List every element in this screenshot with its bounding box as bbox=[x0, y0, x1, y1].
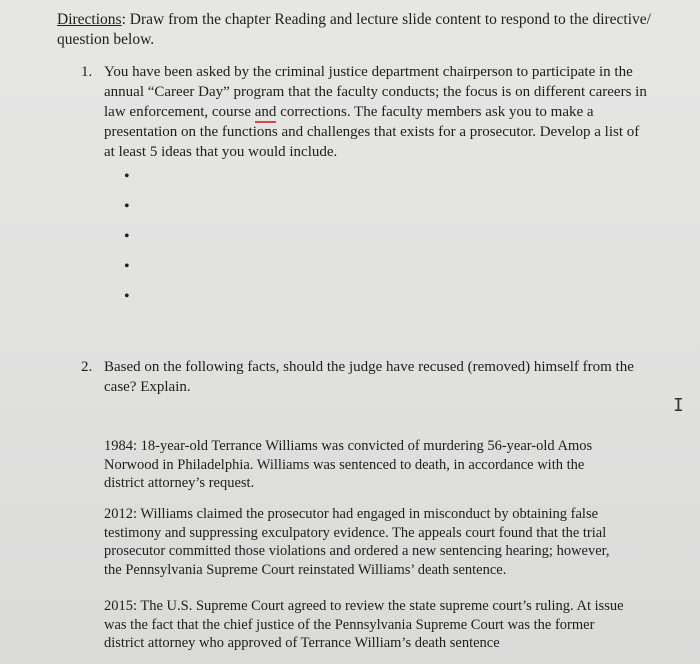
fact-2015: 2015: The U.S. Supreme Court agreed to review the state supreme court’s ruling. At issue was the fact that the chief justice of the Pennsylvania Supreme Court was the former district attorney who approved of Terrance William’s death sentence bbox=[104, 598, 624, 651]
directions bbox=[57, 10, 657, 50]
question-2-text: Based on the following facts, should the judge have recused (removed) himself from the case? Explain. bbox=[104, 359, 634, 395]
bullet-4: • bbox=[124, 258, 130, 275]
question-1-text-part2: corrections. The faculty members ask you to make a presentation on the functions and challenges that exists for a prosecutor. Develop a list of at least 5 ideas that you would include. bbox=[104, 104, 640, 160]
question-1-number: 1. bbox=[81, 64, 93, 80]
bullet-2: • bbox=[124, 198, 130, 215]
spellcheck-flagged-word: and bbox=[254, 104, 277, 120]
bullet-1: • bbox=[124, 168, 130, 185]
fact-1984: 1984: 18-year-old Terrance Williams was convicted of murdering 56-year-old Amos Norwood in Philadelphia. Williams was sentenced to death, in accordance with the district attorney’s request. bbox=[104, 438, 593, 491]
directions-text: : Draw from the chapter Reading and lecture slide content to respond to the directive/ question below. bbox=[57, 11, 651, 48]
answer-bullet-list bbox=[124, 168, 130, 322]
question-2-number: 2. bbox=[81, 359, 93, 375]
bullet-5: • bbox=[124, 288, 130, 305]
fact-2012: 2012: Williams claimed the prosecutor had engaged in misconduct by obtaining false testimony and suppressing exculpatory evidence. The appeals court found that the trial prosecutor committed those violations and ordered a new sentencing hearing; however, the Pennsylvania Supreme Court reinstated Williams’ death sentence. bbox=[104, 506, 610, 578]
bullet-3: • bbox=[124, 228, 130, 245]
question-1-text-part1: You have been asked by the criminal justice department chairperson to participate in the annual “Career Day” program that the faculty conducts; the focus is on different careers in law enforcement, course bbox=[104, 64, 647, 120]
directions-label: Directions bbox=[57, 11, 122, 28]
text-cursor-icon: I bbox=[673, 395, 684, 416]
question-1-text bbox=[104, 62, 652, 162]
